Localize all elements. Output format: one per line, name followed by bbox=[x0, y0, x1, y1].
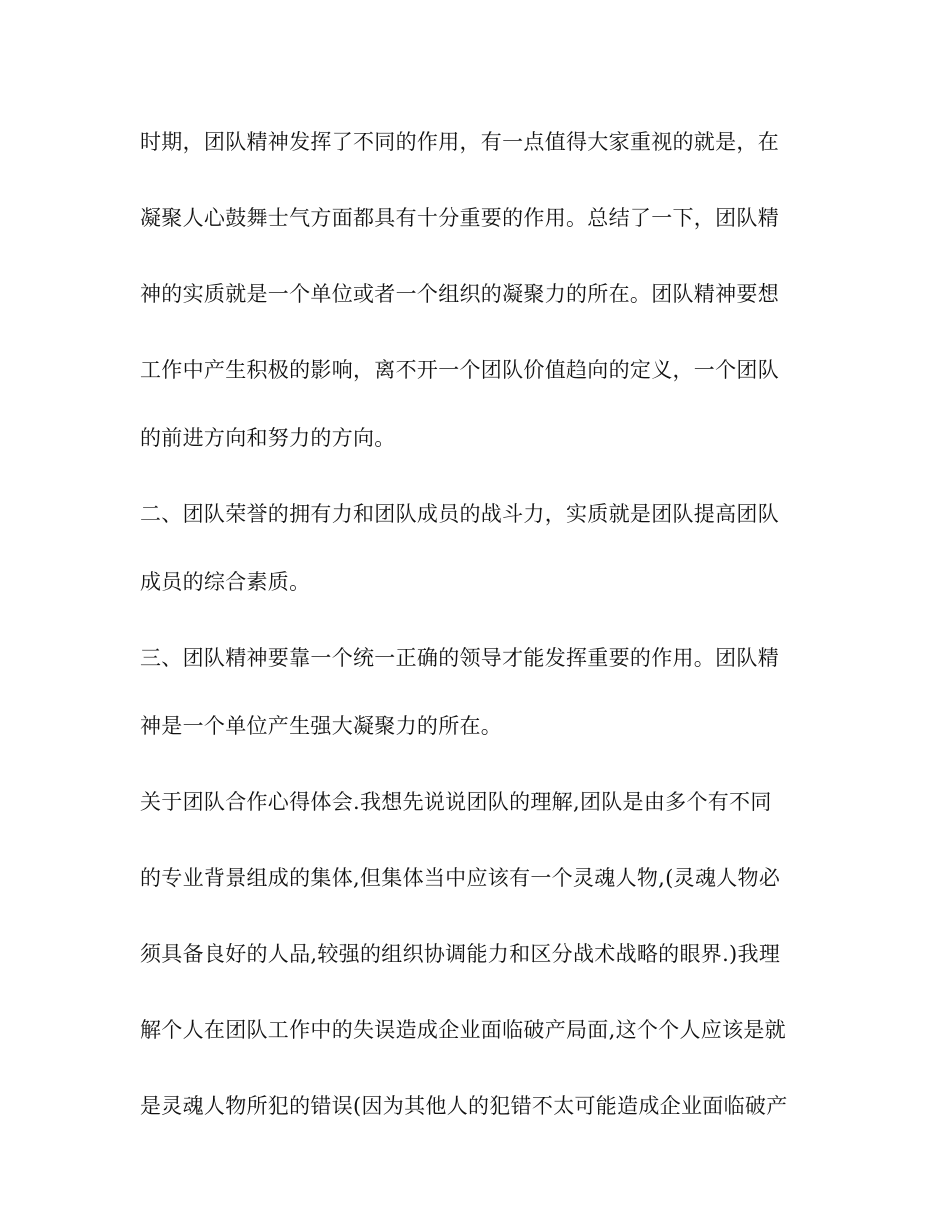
text-line: 三、团队精神要靠一个统一正确的领导才能发挥重要的作用。团队精 bbox=[140, 646, 779, 670]
text-line: 神是一个单位产生强大凝聚力的所在。 bbox=[140, 714, 503, 738]
text-line: 的前进方向和努力的方向。 bbox=[140, 426, 396, 450]
text-line: 二、团队荣誉的拥有力和团队成员的战斗力，实质就是团队提高团队 bbox=[140, 502, 779, 526]
text-line: 是灵魂人物所犯的错误(因为其他人的犯错不太可能造成企业面临破产 bbox=[140, 1094, 788, 1118]
text-line: 关于团队合作心得体会.我想先说说团队的理解,团队是由多个有不同 bbox=[140, 790, 772, 814]
text-line: 凝聚人心鼓舞士气方面都具有十分重要的作用。总结了一下，团队精 bbox=[140, 206, 779, 230]
text-line: 解个人在团队工作中的失误造成企业面临破产局面,这个个人应该是就 bbox=[140, 1018, 786, 1042]
text-line: 神的实质就是一个单位或者一个组织的凝聚力的所在。团队精神要想 bbox=[140, 282, 779, 306]
text-line: 的专业背景组成的集体,但集体当中应该有一个灵魂人物,(灵魂人物必 bbox=[140, 866, 781, 890]
text-line: 成员的综合素质。 bbox=[140, 570, 311, 594]
text-line: 工作中产生积极的影响，离不开一个团队价值趋向的定义，一个团队 bbox=[140, 358, 779, 382]
text-line: 须具备良好的人品,较强的组织协调能力和区分战术战略的眼界.)我理 bbox=[140, 942, 781, 966]
text-line: 时期，团队精神发挥了不同的作用，有一点值得大家重视的就是，在 bbox=[140, 130, 779, 154]
